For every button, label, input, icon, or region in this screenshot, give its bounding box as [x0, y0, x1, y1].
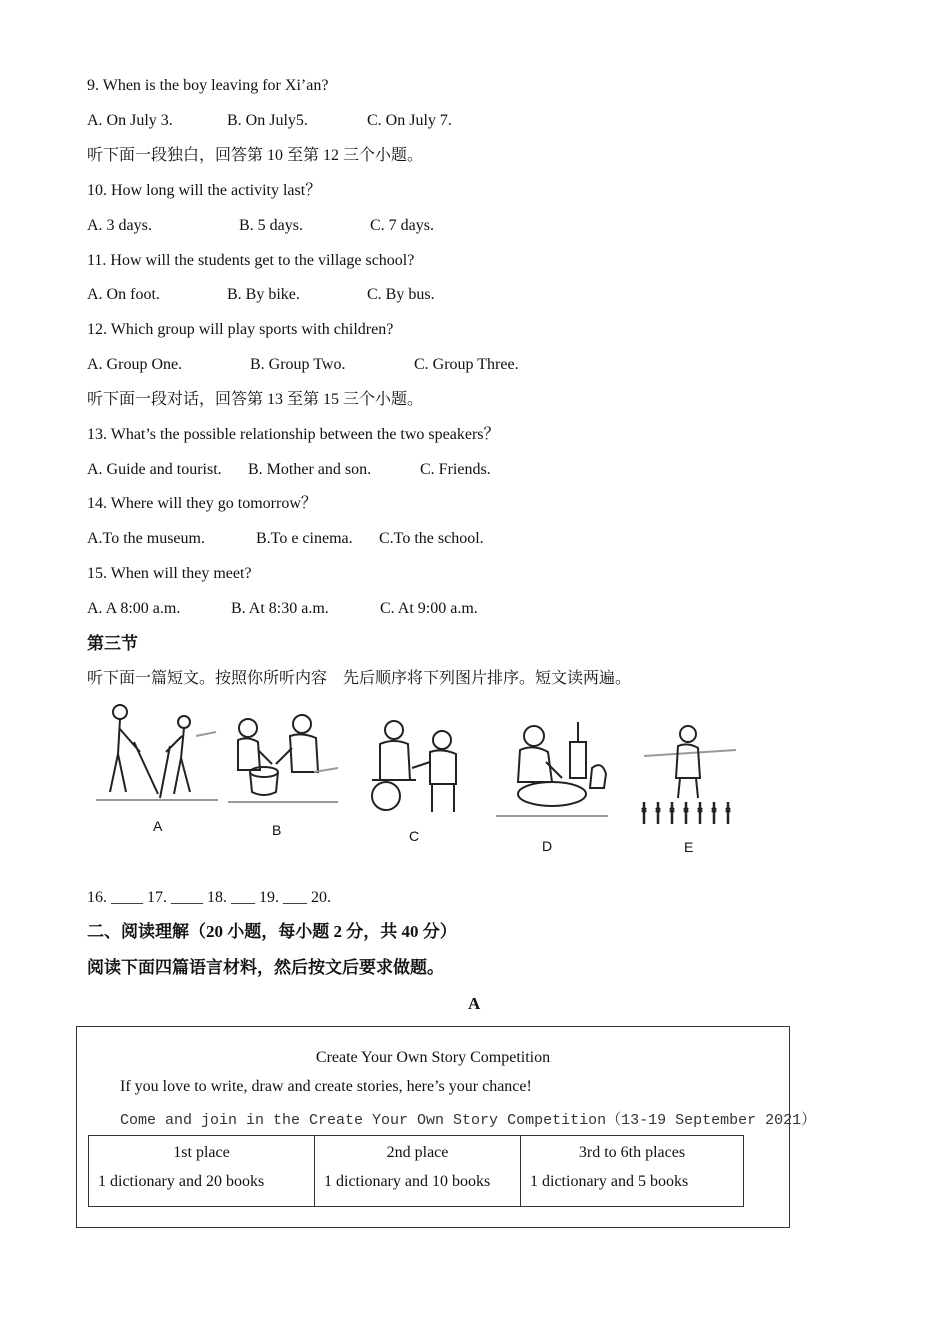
- q13-option-b: B. Mother and son.: [248, 461, 372, 478]
- prize-value-1: 1 dictionary and 20 books: [98, 1173, 265, 1190]
- q13-option-c: C. Friends.: [420, 461, 491, 478]
- question-9: 9. When is the boy leaving for Xi’an?: [87, 77, 329, 94]
- question-15: 15. When will they meet?: [87, 565, 252, 582]
- picture-c-label: C: [409, 828, 420, 844]
- monologue-instruction: 听下面一段独白，回答第 10 至第 12 三个小题。: [87, 147, 424, 164]
- picture-a-label: A: [153, 818, 163, 834]
- q9-option-c: C. On July 7.: [367, 112, 452, 129]
- picture-e: [638, 722, 742, 828]
- prize-value-3: 1 dictionary and 5 books: [530, 1173, 689, 1190]
- q14-option-c: C.To the school.: [379, 530, 484, 547]
- question-14: 14. Where will they go tomorrow？: [87, 495, 317, 512]
- part-2-title: 二、阅读理解（20 小题，每小题 2 分，共 40 分）: [87, 922, 457, 941]
- q11-option-c: C. By bus.: [367, 286, 435, 303]
- prize-place-1: 1st place: [173, 1144, 230, 1161]
- q14-option-b: B.To e cinema.: [256, 530, 353, 547]
- prize-column-3: [520, 1136, 743, 1206]
- picture-e-label: E: [684, 839, 694, 855]
- prize-table: [88, 1135, 744, 1207]
- q13-option-a: A. Guide and tourist.: [87, 461, 222, 478]
- q9-option-b: B. On July5.: [227, 112, 308, 129]
- prize-place-2: 2nd place: [386, 1144, 449, 1161]
- question-11: 11. How will the students get to the village school?: [87, 252, 415, 269]
- q14-option-a: A.To the museum.: [87, 530, 205, 547]
- q11-option-a: A. On foot.: [87, 286, 160, 303]
- section-3-instruction: 听下面一篇短文。按照你所听内容 先后顺序将下列图片排序。短文读两遍。: [87, 670, 632, 687]
- prize-column-2: [314, 1136, 520, 1206]
- q12-option-c: C. Group Three.: [414, 356, 519, 373]
- q15-option-c: C. At 9:00 a.m.: [380, 600, 478, 617]
- q10-option-b: B. 5 days.: [239, 217, 303, 234]
- dialogue-instruction: 听下面一段对话，回答第 13 至第 15 三个小题。: [87, 391, 424, 408]
- q10-option-a: A. 3 days.: [87, 217, 152, 234]
- part-2-instruction: 阅读下面四篇语言材料，然后按文后要求做题。: [87, 958, 444, 977]
- passage-label: A: [468, 994, 481, 1013]
- q12-option-b: B. Group Two.: [250, 356, 346, 373]
- passage-line-2: Come and join in the Create Your Own Story Competition（13-19 September 2021）: [120, 1112, 817, 1129]
- picture-a: [96, 702, 220, 806]
- q9-option-a: A. On July 3.: [87, 112, 173, 129]
- passage-line-1: If you love to write, draw and create stories, here’s your chance!: [120, 1078, 532, 1095]
- prize-value-2: 1 dictionary and 10 books: [324, 1173, 491, 1190]
- q15-option-b: B. At 8:30 a.m.: [231, 600, 329, 617]
- question-10: 10. How long will the activity last？: [87, 182, 322, 199]
- picture-d-label: D: [542, 838, 553, 854]
- question-12: 12. Which group will play sports with children?: [87, 321, 394, 338]
- q10-option-c: C. 7 days.: [370, 217, 434, 234]
- prize-place-3: 3rd to 6th places: [578, 1144, 686, 1161]
- q12-option-a: A. Group One.: [87, 356, 183, 373]
- picture-b: [228, 710, 340, 806]
- picture-c: [368, 714, 468, 816]
- q11-option-b: B. By bike.: [227, 286, 300, 303]
- q15-option-a: A. A 8:00 a.m.: [87, 600, 181, 617]
- picture-b-label: B: [272, 822, 282, 838]
- passage-title: Create Your Own Story Competition: [315, 1049, 551, 1066]
- prize-column-1: [89, 1136, 314, 1206]
- section-3-title: 第三节: [87, 634, 138, 653]
- question-13: 13. What’s the possible relationship between the two speakers？: [87, 426, 500, 443]
- answer-blanks: 16. ____ 17. ____ 18. ___ 19. ___ 20.: [87, 889, 331, 906]
- picture-d: [494, 716, 610, 822]
